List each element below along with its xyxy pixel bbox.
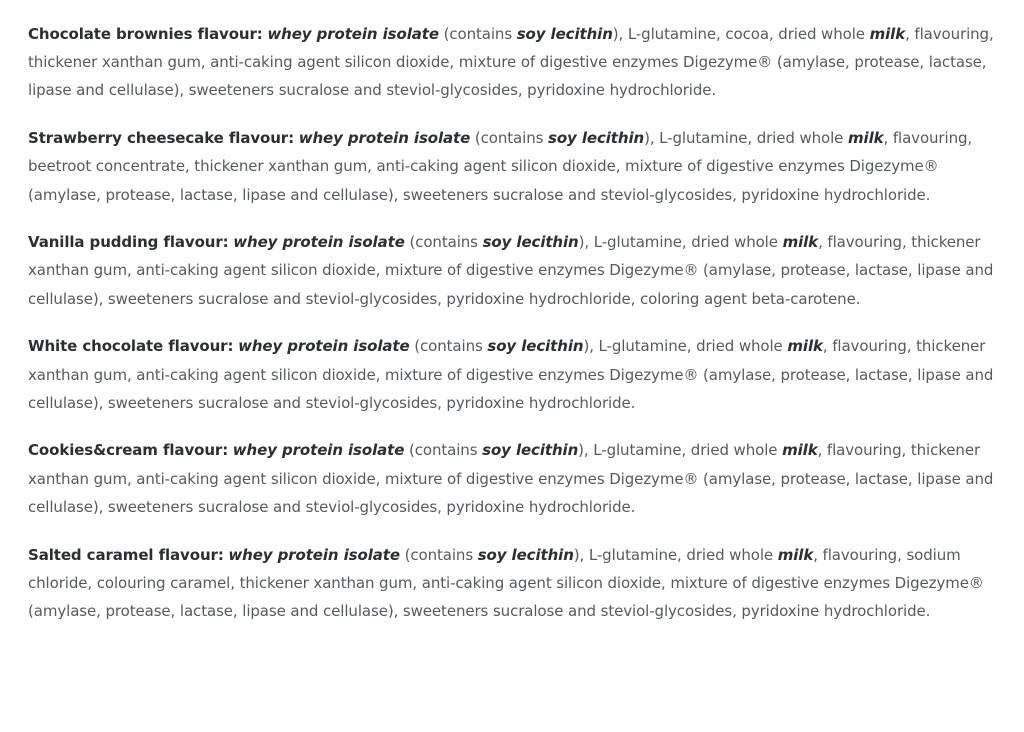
main-ingredient: whey protein isolate [232, 441, 405, 460]
allergen-milk: milk [848, 129, 884, 148]
ingredient-text-rest: , flavouring, thickener xanthan gum, anti-caking agent silicon dioxide, mixture of digestive enzymes Digezyme® (amylase, protease, lactase, lipase and cellulase), sweeteners sucralose and steviol-glycosides, pyridoxine hydrochloride, coloring agent beta-carotene. [28, 233, 994, 308]
main-ingredient: whey protein isolate [298, 129, 471, 148]
ingredient-text: ), L-glutamine, dried whole [573, 545, 774, 564]
allergen-milk: milk [782, 233, 819, 252]
main-ingredient: whey protein isolate [233, 233, 405, 252]
flavour-paragraph-cookies-cream [28, 436, 996, 521]
flavour-name: Salted caramel flavour: [28, 545, 224, 564]
flavour-name: Cookies&cream flavour: [28, 441, 229, 460]
flavour-paragraph-white-chocolate [28, 332, 996, 417]
ingredient-text-rest: , flavouring, thickener xanthan gum, anti-caking agent silicon dioxide, mixture of digestive enzymes Digezyme® (amylase, protease, lactase, lipase and cellulase), sweeteners sucralose and steviol-glycosides, pyridoxine hydrochloride. [28, 441, 994, 516]
allergen-soy: soy lecithin [516, 25, 613, 43]
ingredient-text-rest: , flavouring, beetroot concentrate, thickener xanthan gum, anti-caking agent silicon dioxide, mixture of digestive enzymes Digezyme® (amylase, protease, lactase, lipase and cellulase), sweeteners sucralose and steviol-glycosides, pyridoxine hydrochloride. [28, 129, 973, 204]
allergen-milk: milk [777, 545, 814, 564]
ingredients-list [28, 20, 996, 645]
flavour-name: Chocolate brownies flavour: [28, 25, 263, 43]
contains-text: (contains [408, 441, 478, 460]
flavour-paragraph-strawberry-cheesecake [28, 124, 996, 209]
main-ingredient: whey protein isolate [238, 337, 410, 356]
main-ingredient: whey protein isolate [228, 545, 400, 564]
allergen-soy: soy lecithin [548, 129, 645, 148]
allergen-soy: soy lecithin [482, 441, 579, 460]
contains-text: (contains [443, 25, 513, 43]
allergen-soy: soy lecithin [477, 545, 574, 564]
contains-text: (contains [414, 337, 483, 356]
allergen-milk: milk [782, 441, 818, 460]
allergen-milk: milk [787, 337, 823, 356]
contains-text: (contains [404, 545, 474, 564]
main-ingredient: whey protein isolate [267, 25, 439, 43]
allergen-soy: soy lecithin [487, 337, 584, 356]
ingredient-text: ), L-glutamine, dried whole [578, 441, 778, 460]
ingredient-text: ), L-glutamine, dried whole [583, 337, 783, 356]
ingredient-text: ), L-glutamine, dried whole [578, 233, 778, 252]
ingredient-text: ), L-glutamine, dried whole [644, 129, 844, 148]
flavour-name: Strawberry cheesecake flavour: [28, 129, 295, 148]
flavour-name: Vanilla pudding flavour: [28, 233, 229, 252]
ingredient-text: ), L-glutamine, cocoa, dried whole [612, 25, 865, 43]
flavour-paragraph-vanilla-pudding [28, 228, 996, 313]
allergen-milk: milk [869, 25, 906, 43]
ingredient-text-rest: , flavouring, thickener xanthan gum, anti-caking agent silicon dioxide, mixture of digestive enzymes Digezyme® (amylase, protease, lactase, lipase and cellulase), sweeteners sucralose and steviol-glycosides, pyridoxine hydrochloride. [28, 337, 994, 412]
flavour-name: White chocolate flavour: [28, 337, 234, 356]
flavour-paragraph-chocolate-brownies [28, 20, 996, 105]
ingredient-text-rest: , flavouring, thickener xanthan gum, anti-caking agent silicon dioxide, mixture of digestive enzymes Digezyme® (amylase, protease, lactase, lipase and cellulase), sweeteners sucralose and steviol-glycosides, pyridoxine hydrochloride. [28, 25, 994, 100]
allergen-soy: soy lecithin [482, 233, 579, 252]
contains-text: (contains [474, 129, 544, 148]
flavour-paragraph-salted-caramel [28, 541, 996, 626]
ingredient-text-rest: , flavouring, sodium chloride, colouring caramel, thickener xanthan gum, anti-caking agent silicon dioxide, mixture of digestive enzymes Digezyme® (amylase, protease, lactase, lipase and cellulase), sweeteners sucralose and steviol-glycosides, pyridoxine hydrochloride. [28, 545, 984, 620]
contains-text: (contains [409, 233, 478, 252]
